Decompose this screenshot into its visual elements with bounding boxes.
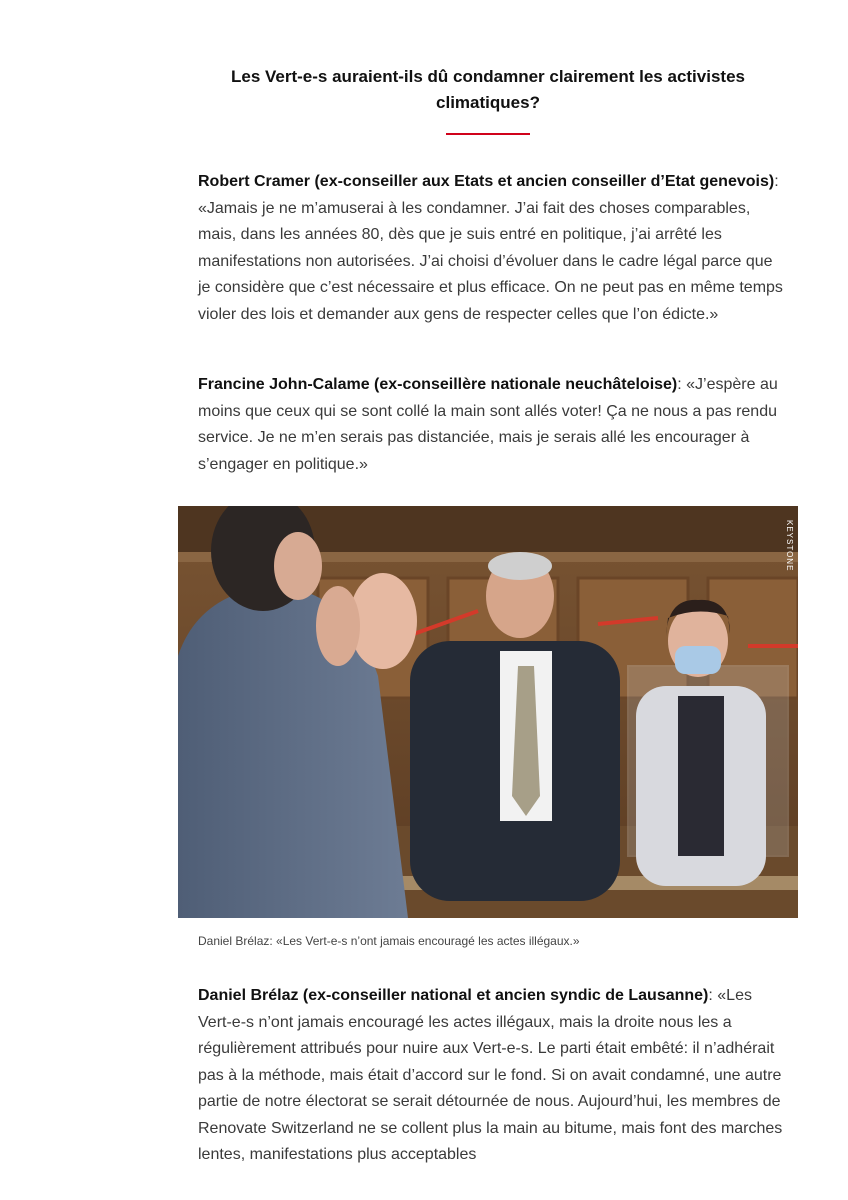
quote-paragraph [198, 169, 788, 328]
section-heading: Les Vert-e-s auraient-ils dû condamner clairement les activistes climatiques? [231, 67, 745, 112]
quote-text: : «J’espère au moins que ceux qui se sont collé la main sont allés voter! Ça ne nous a pas rendu service. Je ne m’en serais pas distanciée, mais je serais allé les encourager à s’engager en politique.» [198, 376, 778, 473]
quote-paragraph [198, 372, 788, 478]
quote-paragraph [198, 983, 788, 1169]
quote-text: : «Jamais je ne m’amuserai à les condamner. J’ai fait des choses comparables, mais, dans les années 80, dès que je suis entré en politique, j’ai arrêté les manifestations non autorisées. J’ai choisi d’évoluer dans le cadre légal parce que je considère que c’est nécessaire et plus efficace. On ne peut pas en même temps violer des lois et demander aux gens de respecter celles que l’on édicte.» [198, 173, 783, 323]
photo-caption: Daniel Brélaz: «Les Vert-e-s n’ont jamais encouragé les actes illégaux.» [198, 934, 580, 948]
photo-illustration [178, 506, 798, 918]
quote-speaker: Francine John-Calame (ex-conseillère nationale neuchâteloise) [198, 376, 678, 393]
quote-speaker: Daniel Brélaz (ex-conseiller national et ancien syndic de Lausanne) [198, 987, 709, 1004]
quote-speaker: Robert Cramer (ex-conseiller aux Etats et ancien conseiller d’Etat genevois) [198, 173, 775, 190]
article-photo [178, 506, 798, 918]
heading-divider [446, 133, 530, 135]
quote-text: : «Les Vert-e-s n’ont jamais encouragé les actes illégaux, mais la droite nous les a régulièrement attribués pour nuire aux Vert-e-s. Le parti était embêté: il n’adhérait pas à la méthode, mais était d’accord sur le fond. Si on avait condamné, une autre partie de notre électorat se serait détournée de nous. Aujourd’hui, les membres de Renovate Switzerland ne se collent plus la main au bitume, mais font des marches lentes, manifestations plus acceptables [198, 987, 783, 1163]
photo-credit: KEYSTONE [785, 520, 794, 572]
